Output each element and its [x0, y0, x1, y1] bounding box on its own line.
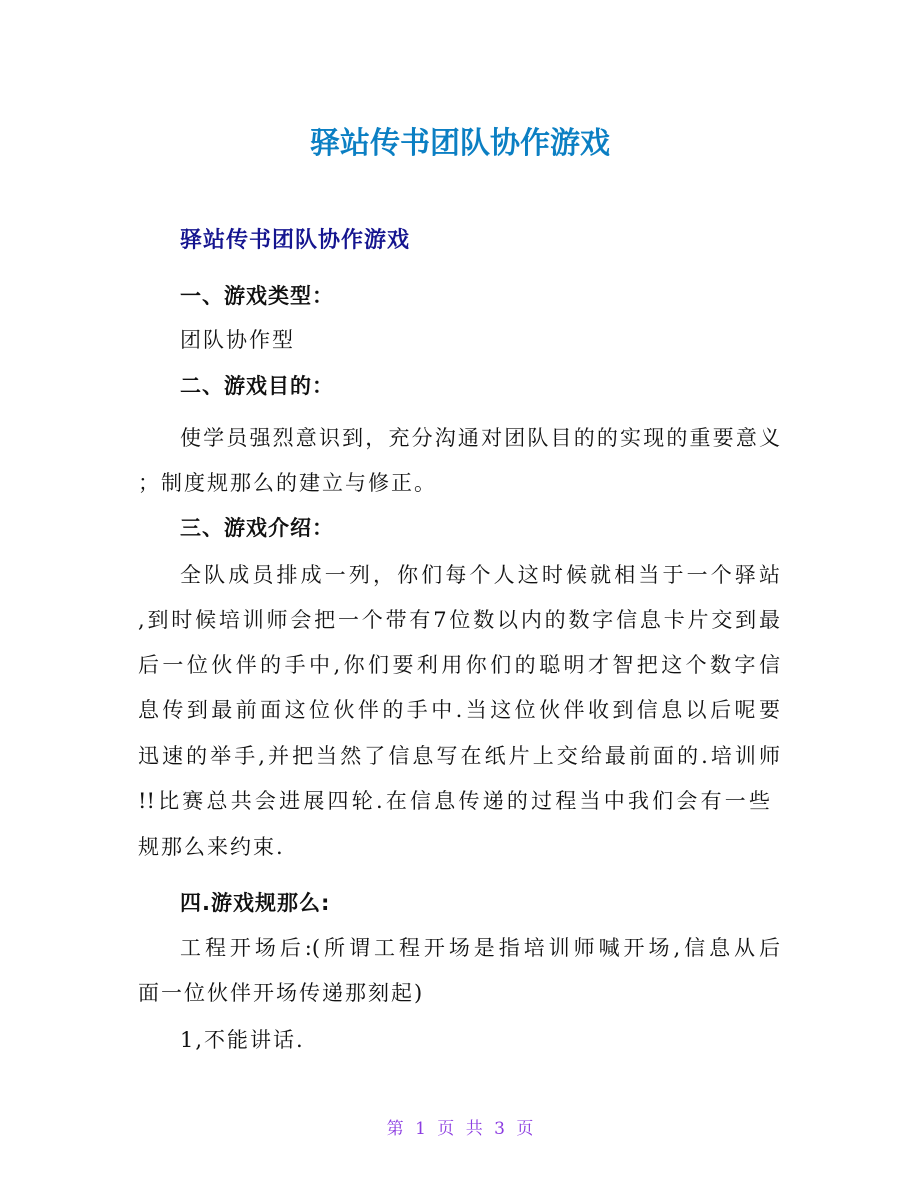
paragraph-line: 工程开场后:(所谓工程开场是指培训师喊开场,信息从后 — [180, 936, 780, 960]
paragraph-line: 息传到最前面这位伙伴的手中.当这位伙伴收到信息以后呢要 — [138, 698, 780, 722]
paragraph-line: !!比赛总共会进展四轮.在信息传递的过程当中我们会有一些 — [138, 789, 770, 813]
paragraph-line: 全队成员排成一列，你们每个人这时候就相当于一个驿站 — [180, 563, 780, 587]
paragraph-line: ；制度规那么的建立与修正。 — [138, 471, 437, 495]
paragraph-line: 团队协作型 — [180, 328, 295, 352]
subtitle: 驿站传书团队协作游戏 — [180, 228, 411, 253]
paragraph-line: 面一位伙伴开场传递那刻起) — [138, 981, 425, 1005]
section-heading-type: 一、游戏类型： — [180, 284, 334, 308]
paragraph-line: ,到时候培训师会把一个带有7位数以内的数字信息卡片交到最 — [138, 608, 780, 632]
page-footer: 第 1 页 共 3 页 — [386, 1119, 534, 1139]
rule-item: 1,不能讲话. — [180, 1028, 305, 1052]
section-heading-intro: 三、游戏介绍： — [180, 516, 334, 540]
section-heading-rules: 四.游戏规那么: — [180, 891, 331, 915]
paragraph-line: 后一位伙伴的手中,你们要利用你们的聪明才智把这个数字信 — [138, 653, 780, 677]
paragraph-line: 迅速的举手,并把当然了信息写在纸片上交给最前面的.培训师 — [138, 744, 780, 768]
paragraph-line: 使学员强烈意识到，充分沟通对团队目的的实现的重要意义 — [180, 426, 780, 450]
section-heading-goal: 二、游戏目的： — [180, 374, 334, 398]
document-title: 驿站传书团队协作游戏 — [310, 126, 610, 161]
paragraph-line: 规那么来约束. — [138, 835, 285, 859]
